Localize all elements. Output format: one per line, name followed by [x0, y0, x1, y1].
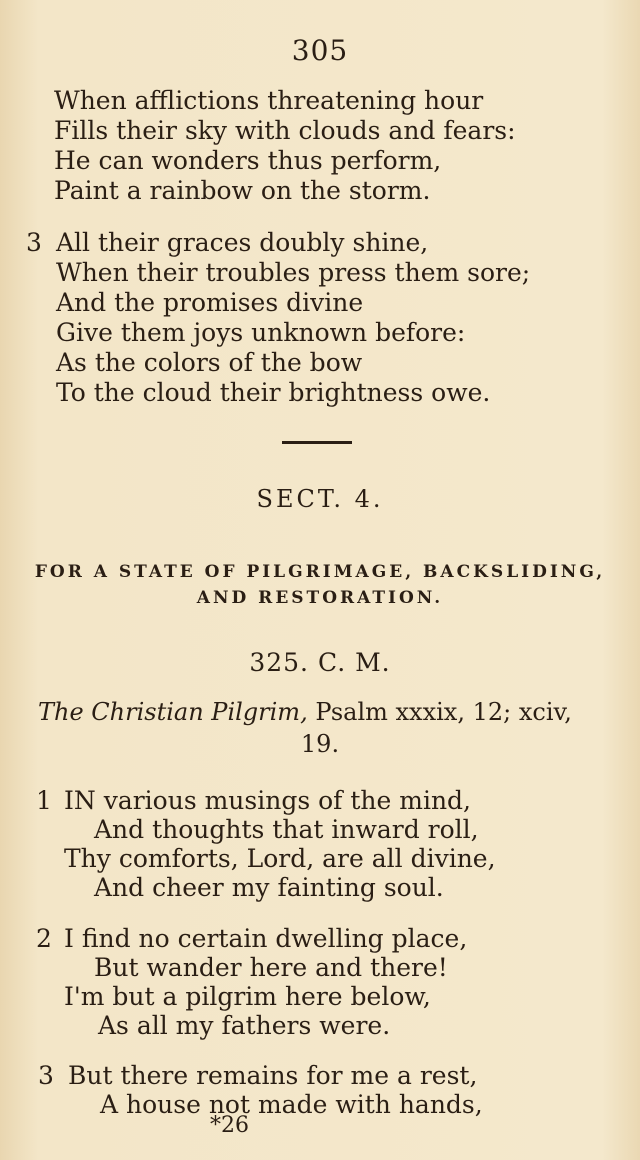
- section-title: SECT. 4.: [256, 485, 384, 513]
- stanza-line: When afflictions threatening hour: [54, 86, 484, 115]
- hymn-number: 325. C. M.: [249, 648, 391, 677]
- section-divider: [282, 441, 352, 444]
- stanza-line: Paint a rainbow on the storm.: [54, 176, 431, 205]
- verse-line: I'm but a pilgrim here below,: [64, 982, 431, 1011]
- verse-line: Thy comforts, Lord, are all divine,: [64, 844, 496, 873]
- verse-line: But there remains for me a rest,: [68, 1061, 478, 1090]
- hymn-title-italic: The Christian Pilgrim,: [38, 698, 308, 726]
- stanza-line: And the promises divine: [56, 288, 364, 317]
- verse-line: I find no certain dwelling place,: [64, 924, 468, 953]
- stanza-line: As the colors of the bow: [56, 348, 363, 377]
- hymn-title: [38, 698, 572, 726]
- verse-number: 3: [26, 228, 42, 257]
- stanza-line: He can wonders thus perform,: [54, 146, 442, 175]
- page-number: 305: [291, 34, 349, 67]
- stanza-line: When their troubles press them sore;: [56, 258, 531, 287]
- verse-line: A house not made with hands,: [100, 1090, 483, 1119]
- stanza-line: Fills their sky with clouds and fears:: [54, 116, 516, 145]
- section-heading: FOR A STATE OF PILGRIMAGE, BACKSLIDING,: [34, 562, 606, 582]
- hymn-reference-cont: 19.: [300, 730, 340, 758]
- verse-line: As all my fathers were.: [98, 1011, 391, 1040]
- verse-number: 2: [36, 924, 52, 953]
- verse-line: And cheer my fainting soul.: [94, 873, 444, 902]
- hymn-reference: Psalm xxxix, 12; xciv,: [307, 698, 572, 726]
- verse-number: 1: [36, 786, 52, 815]
- stanza-line: Give them joys unknown before:: [56, 318, 466, 347]
- verse-number: 3: [38, 1061, 54, 1090]
- signature-mark: *26: [210, 1113, 249, 1138]
- section-heading: AND RESTORATION.: [196, 588, 444, 608]
- verse-line: But wander here and there!: [94, 953, 448, 982]
- stanza-line: To the cloud their brightness owe.: [56, 378, 491, 407]
- verse-line: And thoughts that inward roll,: [94, 815, 479, 844]
- verse-line: IN various musings of the mind,: [64, 786, 472, 815]
- stanza-line: All their graces doubly shine,: [56, 228, 429, 257]
